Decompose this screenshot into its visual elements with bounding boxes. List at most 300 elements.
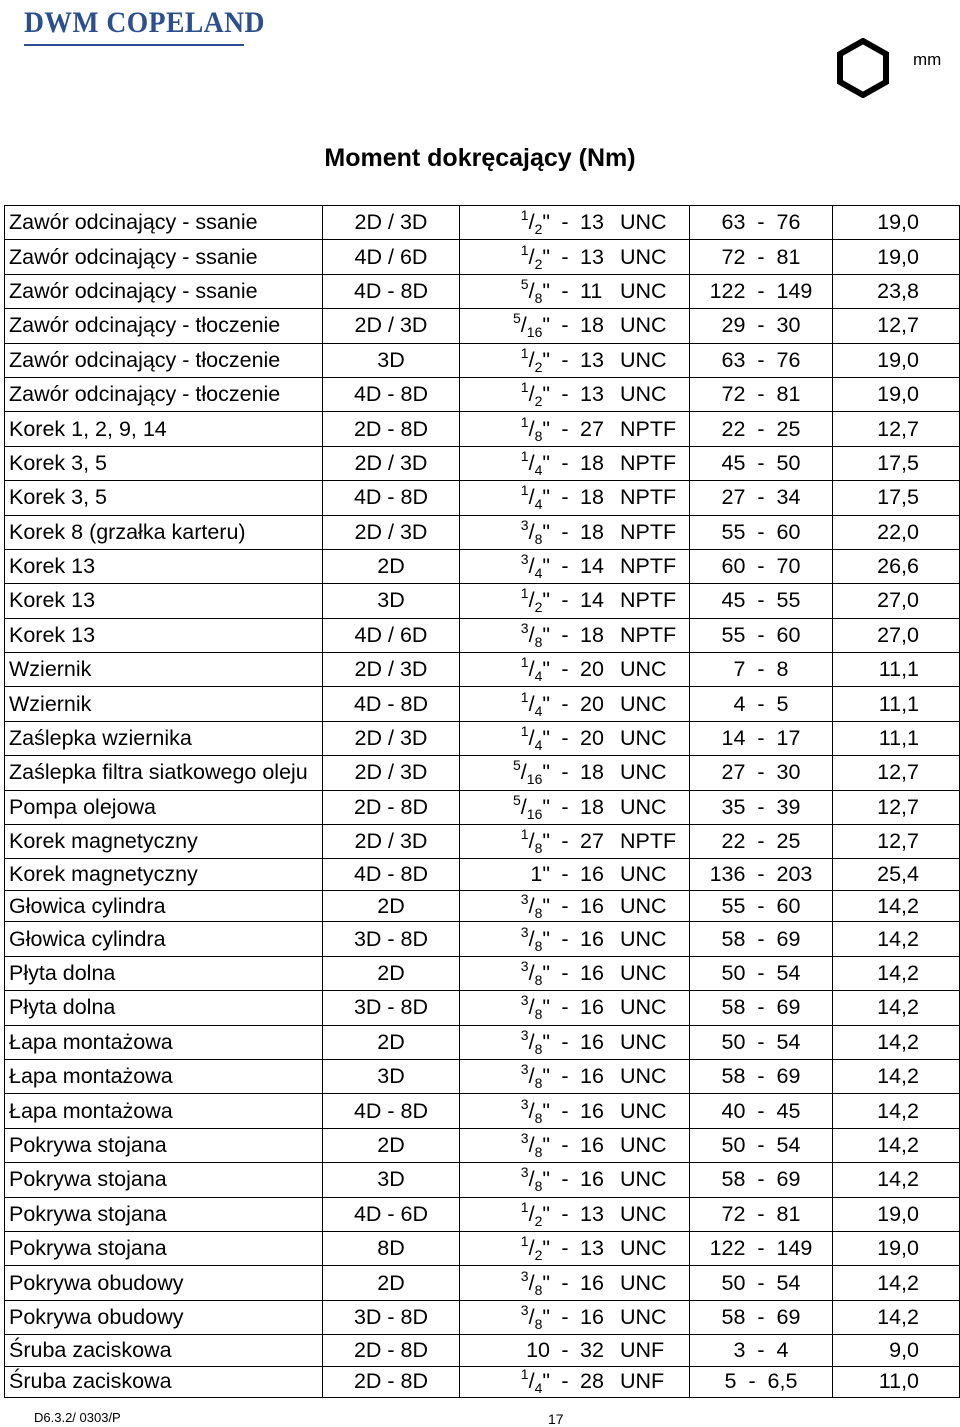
fraction-numerator: 3: [520, 890, 529, 907]
torque-range: 72 - 81: [690, 1197, 833, 1231]
thread-fraction: $^3/_8$": [520, 1164, 550, 1195]
component-name: Śruba zaciskowa: [5, 1366, 323, 1398]
fraction-numerator: 3: [520, 1026, 529, 1043]
thread-type: UNC: [620, 794, 667, 819]
thread-type: UNC: [620, 862, 667, 887]
thread-type: UNC: [620, 893, 667, 918]
threads-per-inch: 13: [580, 210, 604, 235]
compressor-model: 2D - 8D: [323, 412, 460, 446]
component-name: Korek 1, 2, 9, 14: [5, 412, 323, 446]
threads-per-inch: 32: [580, 1337, 604, 1362]
dimension-value: 14,2: [833, 1300, 960, 1334]
thread-fraction: $^1/_8$": [520, 413, 550, 444]
fraction-denominator: 2: [534, 1247, 543, 1264]
thread-spec: $^3/_8$" - 16 UNC: [460, 1266, 690, 1300]
table-row: [5, 1128, 960, 1162]
compressor-model: 4D - 8D: [323, 1094, 460, 1128]
threads-per-inch: 13: [580, 347, 604, 372]
threads-per-inch: 16: [580, 893, 604, 918]
component-name: Zawór odcinający - tłoczenie: [5, 377, 323, 411]
fraction-numerator: 1: [520, 344, 529, 361]
compressor-model: 2D / 3D: [323, 825, 460, 859]
thread-type: NPTF: [620, 829, 677, 854]
dimension-value: 19,0: [833, 1231, 960, 1265]
table-row: [5, 343, 960, 377]
thread-spec: $^3/_8$" - 16 UNC: [460, 1025, 690, 1059]
dimension-value: 12,7: [833, 790, 960, 824]
dimension-value: 22,0: [833, 515, 960, 549]
fraction-denominator: 4: [534, 702, 543, 719]
fraction-numerator: 3: [520, 958, 529, 974]
fraction-denominator: 2: [534, 221, 543, 238]
component-name: Zaślepka wziernika: [5, 721, 323, 755]
fraction-denominator: 8: [534, 530, 543, 547]
component-name: Zawór odcinający - ssanie: [5, 240, 323, 274]
fraction-numerator: 1: [520, 1198, 529, 1215]
thread-spec: $^3/_8$" - 16 UNC: [460, 890, 690, 922]
compressor-model: 3D: [323, 1059, 460, 1093]
compressor-model: 2D - 8D: [323, 1335, 460, 1367]
compressor-model: 2D: [323, 890, 460, 922]
table-row: [5, 377, 960, 411]
thread-spec: $^1/_4$" - 20 UNC: [460, 687, 690, 721]
compressor-model: 4D - 8D: [323, 274, 460, 308]
thread-type: UNC: [620, 313, 667, 338]
fraction-numerator: 1: [520, 207, 529, 224]
threads-per-inch: 28: [580, 1369, 604, 1394]
thread-type: UNC: [620, 1098, 667, 1123]
compressor-model: 4D - 6D: [323, 1197, 460, 1231]
thread-type: NPTF: [620, 416, 677, 441]
thread-spec: $^3/_8$" - 16 UNC: [460, 956, 690, 990]
threads-per-inch: 18: [580, 760, 604, 785]
torque-range: 14 - 17: [690, 721, 833, 755]
threads-per-inch: 13: [580, 244, 604, 269]
dimension-value: 9,0: [833, 1335, 960, 1367]
thread-fraction: $^3/_8$": [520, 1301, 550, 1332]
compressor-model: 2D: [323, 1025, 460, 1059]
fraction-denominator: 2: [534, 255, 543, 272]
component-name: Zawór odcinający - ssanie: [5, 274, 323, 308]
fraction-numerator: 1: [520, 723, 529, 740]
threads-per-inch: 18: [580, 519, 604, 544]
threads-per-inch: 16: [580, 1167, 604, 1192]
component-name: Zawór odcinający - ssanie: [5, 206, 323, 240]
thread-type: UNC: [620, 347, 667, 372]
compressor-model: 2D / 3D: [323, 515, 460, 549]
thread-spec: $^5/_{16}$" - 18 UNC: [460, 756, 690, 790]
compressor-model: 2D - 8D: [323, 790, 460, 824]
torque-range: 58 - 69: [690, 1163, 833, 1197]
torque-range: 4 - 5: [690, 687, 833, 721]
fraction-numerator: 1: [520, 826, 529, 843]
thread-fraction: $^5/_{16}$": [513, 791, 550, 822]
table-row: [5, 515, 960, 549]
thread-fraction: $^1/_4$": [520, 447, 550, 478]
component-name: Pokrywa stojana: [5, 1128, 323, 1162]
compressor-model: 2D / 3D: [323, 756, 460, 790]
fraction-denominator: 16: [526, 324, 543, 341]
fraction-denominator: 8: [534, 972, 543, 988]
threads-per-inch: 20: [580, 657, 604, 682]
thread-fraction: $^3/_8$": [520, 958, 550, 988]
thread-spec: $^3/_8$" - 16 UNC: [460, 1300, 690, 1334]
thread-spec: $^1/_8$" - 27 NPTF: [460, 825, 690, 859]
fraction-numerator: 3: [520, 1095, 529, 1112]
thread-spec: $^5/_8$" - 11 UNC: [460, 274, 690, 308]
threads-per-inch: 20: [580, 726, 604, 751]
compressor-model: 4D / 6D: [323, 240, 460, 274]
thread-fraction: $^3/_8$": [520, 1129, 550, 1160]
thread-spec: $^3/_8$" - 16 UNC: [460, 1163, 690, 1197]
thread-spec: $^1/_2$" - 13 UNC: [460, 1231, 690, 1265]
compressor-model: 2D - 8D: [323, 1366, 460, 1398]
thread-type: UNC: [620, 244, 667, 269]
threads-per-inch: 16: [580, 1304, 604, 1329]
torque-range: 58 - 69: [690, 991, 833, 1025]
thread-fraction: $^5/_{16}$": [513, 757, 550, 788]
component-name: Wziernik: [5, 687, 323, 721]
table-row: [5, 1266, 960, 1300]
thread-type: UNC: [620, 1236, 667, 1261]
threads-per-inch: 16: [580, 926, 604, 951]
torque-range: 122 - 149: [690, 1231, 833, 1265]
fraction-numerator: 3: [520, 1164, 529, 1181]
compressor-model: 2D: [323, 549, 460, 583]
table-row: [5, 618, 960, 652]
fraction-numerator: 1: [520, 585, 529, 602]
fraction-denominator: 8: [534, 1281, 543, 1298]
fraction-denominator: 8: [534, 1040, 543, 1057]
thread-type: UNC: [620, 1201, 667, 1226]
component-name: Korek 13: [5, 584, 323, 618]
fraction-numerator: 5: [513, 757, 521, 774]
torque-range: 60 - 70: [690, 549, 833, 583]
thread-fraction: $^5/_{16}$": [513, 310, 550, 341]
thread-type: UNC: [620, 1270, 667, 1295]
fraction-denominator: 8: [534, 1109, 543, 1126]
compressor-model: 2D: [323, 1266, 460, 1300]
fraction-denominator: 8: [534, 1143, 543, 1160]
torque-range: 72 - 81: [690, 377, 833, 411]
fraction-denominator: 8: [534, 1178, 543, 1195]
table-row: [5, 446, 960, 480]
thread-fraction: $^1/_8$": [520, 826, 550, 857]
dimension-value: 11,0: [833, 1366, 960, 1398]
fraction-denominator: 8: [534, 937, 543, 954]
table-row: [5, 412, 960, 446]
thread-spec: $^1/_2$" - 13 UNC: [460, 377, 690, 411]
compressor-model: 8D: [323, 1231, 460, 1265]
thread-type: UNC: [620, 1304, 667, 1329]
fraction-numerator: 3: [520, 1267, 529, 1284]
fraction-denominator: 4: [534, 461, 543, 478]
table-row: [5, 584, 960, 618]
thread-fraction: $^1/_2$": [520, 1233, 550, 1264]
thread-spec: $^1/_2$" - 13 UNC: [460, 240, 690, 274]
thread-spec: $^3/_8$" - 16 UNC: [460, 1059, 690, 1093]
thread-type: UNF: [620, 1369, 665, 1394]
torque-range: 3 - 4: [690, 1335, 833, 1367]
table-row: [5, 790, 960, 824]
table-row: [5, 859, 960, 891]
thread-fraction: $^1/_2$": [520, 585, 550, 616]
table-row: [5, 922, 960, 956]
fraction-numerator: 3: [520, 1301, 529, 1318]
fraction-numerator: 1: [520, 447, 529, 464]
table-row: [5, 1163, 960, 1197]
thread-fraction: $^3/_8$": [520, 619, 550, 650]
threads-per-inch: 27: [580, 416, 604, 441]
dimension-value: 11,1: [833, 721, 960, 755]
torque-range: 5 - 6,5: [690, 1366, 833, 1398]
thread-spec: $^3/_4$" - 14 NPTF: [460, 549, 690, 583]
dimension-value: 11,1: [833, 687, 960, 721]
component-name: Pokrywa stojana: [5, 1163, 323, 1197]
fraction-numerator: 1: [520, 241, 529, 258]
thread-spec: $^5/_{16}$" - 18 UNC: [460, 309, 690, 343]
thread-spec: $^1/_4$" - 20 UNC: [460, 653, 690, 687]
compressor-model: 2D / 3D: [323, 446, 460, 480]
fraction-denominator: 8: [534, 840, 543, 857]
torque-range: 22 - 25: [690, 825, 833, 859]
thread-spec: $^5/_{16}$" - 18 UNC: [460, 790, 690, 824]
thread-type: UNC: [620, 726, 667, 751]
thread-spec: $^3/_8$" - 16 UNC: [460, 922, 690, 956]
torque-range: 27 - 30: [690, 756, 833, 790]
thread-type: UNC: [620, 1132, 667, 1157]
thread-fraction: $^3/_8$": [520, 923, 550, 954]
torque-range: 27 - 34: [690, 481, 833, 515]
fraction-numerator: 1: [520, 1366, 529, 1383]
component-name: Korek 13: [5, 549, 323, 583]
torque-range: 22 - 25: [690, 412, 833, 446]
thread-fraction: $^3/_8$": [520, 1267, 550, 1298]
torque-range: 50 - 54: [690, 1266, 833, 1300]
torque-range: 45 - 55: [690, 584, 833, 618]
table-row: [5, 240, 960, 274]
thread-spec: $^3/_8$" - 16 UNC: [460, 1128, 690, 1162]
compressor-model: 2D / 3D: [323, 309, 460, 343]
component-name: Łapa montażowa: [5, 1094, 323, 1128]
table-row: [5, 1231, 960, 1265]
component-name: Pokrywa obudowy: [5, 1266, 323, 1300]
fraction-denominator: 2: [534, 1212, 543, 1229]
thread-type: NPTF: [620, 588, 677, 613]
fraction-denominator: 8: [534, 1075, 543, 1092]
torque-range: 55 - 60: [690, 515, 833, 549]
dimension-value: 14,2: [833, 1094, 960, 1128]
dimension-value: 12,7: [833, 756, 960, 790]
fraction-numerator: 1: [520, 379, 529, 396]
threads-per-inch: 16: [580, 1132, 604, 1157]
table-row: [5, 1094, 960, 1128]
thread-type: NPTF: [620, 519, 677, 544]
torque-range: 136 - 203: [690, 859, 833, 891]
fraction-denominator: 8: [534, 289, 543, 306]
thread-spec: $^1/_4$" - 28 UNF: [460, 1366, 690, 1398]
torque-range: 45 - 50: [690, 446, 833, 480]
threads-per-inch: 18: [580, 485, 604, 510]
fraction-denominator: 16: [526, 805, 543, 822]
dimension-value: 25,4: [833, 859, 960, 891]
dimension-value: 19,0: [833, 240, 960, 274]
thread-type: UNC: [620, 926, 667, 951]
table-row: [5, 756, 960, 790]
component-name: Głowica cylindra: [5, 922, 323, 956]
dimension-value: 17,5: [833, 446, 960, 480]
table-row: [5, 991, 960, 1025]
thread-spec: $^1/_2$" - 13 UNC: [460, 206, 690, 240]
component-name: Korek 13: [5, 618, 323, 652]
threads-per-inch: 18: [580, 622, 604, 647]
thread-spec: $^1/_4$" - 18 NPTF: [460, 481, 690, 515]
fraction-denominator: 8: [534, 427, 543, 444]
torque-table-body: [5, 206, 960, 1398]
component-name: Płyta dolna: [5, 991, 323, 1025]
compressor-model: 4D - 8D: [323, 481, 460, 515]
dimension-value: 14,2: [833, 1266, 960, 1300]
table-row: [5, 825, 960, 859]
fraction-denominator: 2: [534, 358, 543, 375]
thread-fraction: $^1/_4$": [520, 482, 550, 513]
dimension-value: 12,7: [833, 825, 960, 859]
thread-fraction: $^1/_2$": [520, 241, 550, 272]
fraction-numerator: 3: [520, 551, 529, 568]
threads-per-inch: 16: [580, 1064, 604, 1089]
thread-spec: $^1/_2$" - 13 UNC: [460, 343, 690, 377]
component-name: Łapa montażowa: [5, 1059, 323, 1093]
table-row: [5, 309, 960, 343]
fraction-numerator: 3: [520, 516, 529, 533]
compressor-model: 4D - 8D: [323, 377, 460, 411]
fraction-numerator: 5: [513, 310, 521, 327]
table-row: [5, 1366, 960, 1398]
torque-range: 58 - 69: [690, 922, 833, 956]
torque-range: 29 - 30: [690, 309, 833, 343]
component-name: Korek magnetyczny: [5, 859, 323, 891]
threads-per-inch: 27: [580, 829, 604, 854]
document-code: D6.3.2/ 0303/P: [34, 1410, 121, 1425]
table-row: [5, 1025, 960, 1059]
thread-fraction: $^1/_2$": [520, 379, 550, 410]
logo: DWM COPELAND: [24, 6, 265, 39]
thread-spec: $^3/_8$" - 16 UNC: [460, 1094, 690, 1128]
thread-type: UNC: [620, 278, 667, 303]
table-row: [5, 653, 960, 687]
threads-per-inch: 18: [580, 313, 604, 338]
thread-type: NPTF: [620, 554, 677, 579]
fraction-numerator: 5: [520, 275, 529, 292]
thread-type: NPTF: [620, 485, 677, 510]
fraction-denominator: 4: [534, 668, 543, 685]
dimension-value: 14,2: [833, 1163, 960, 1197]
fraction-numerator: 1: [520, 482, 529, 499]
fraction-denominator: 8: [534, 633, 543, 650]
thread-fraction: $^3/_8$": [520, 516, 550, 547]
dimension-value: 12,7: [833, 412, 960, 446]
torque-range: 35 - 39: [690, 790, 833, 824]
compressor-model: 2D / 3D: [323, 653, 460, 687]
component-name: Zawór odcinający - tłoczenie: [5, 309, 323, 343]
component-name: Zawór odcinający - tłoczenie: [5, 343, 323, 377]
dimension-value: 27,0: [833, 618, 960, 652]
component-name: Pokrywa obudowy: [5, 1300, 323, 1334]
table-row: [5, 721, 960, 755]
fraction-denominator: 2: [534, 599, 543, 616]
dimension-value: 14,2: [833, 922, 960, 956]
component-name: Korek 3, 5: [5, 446, 323, 480]
component-name: Pompa olejowa: [5, 790, 323, 824]
thread-fraction: $^1/_2$": [520, 207, 550, 238]
fraction-denominator: 8: [534, 1006, 543, 1023]
torque-range: 58 - 69: [690, 1059, 833, 1093]
thread-fraction: $^3/_8$": [520, 1026, 550, 1057]
component-name: Płyta dolna: [5, 956, 323, 990]
component-name: Korek 8 (grzałka karteru): [5, 515, 323, 549]
unit-label: mm: [913, 50, 942, 69]
dimension-value: 14,2: [833, 1025, 960, 1059]
fraction-numerator: 3: [520, 992, 529, 1009]
threads-per-inch: 13: [580, 1201, 604, 1226]
dimension-value: 14,2: [833, 1128, 960, 1162]
thread-type: NPTF: [620, 450, 677, 475]
table-row: [5, 1335, 960, 1367]
torque-range: 55 - 60: [690, 890, 833, 922]
torque-range: 122 - 149: [690, 274, 833, 308]
dimension-value: 19,0: [833, 206, 960, 240]
thread-fraction: $^1/_2$": [520, 344, 550, 375]
compressor-model: 3D: [323, 584, 460, 618]
compressor-model: 2D / 3D: [323, 206, 460, 240]
thread-size: 1": [530, 862, 550, 887]
thread-spec: 10 - 32 UNF: [460, 1335, 690, 1367]
thread-spec: $^3/_8$" - 18 NPTF: [460, 515, 690, 549]
torque-range: 58 - 69: [690, 1300, 833, 1334]
fraction-denominator: 8: [534, 1315, 543, 1332]
component-name: Głowica cylindra: [5, 890, 323, 922]
thread-spec: $^1/_2$" - 13 UNC: [460, 1197, 690, 1231]
thread-spec: 1" - 16 UNC: [460, 859, 690, 891]
table-row: [5, 1300, 960, 1334]
page-number: 17: [548, 1411, 564, 1427]
fraction-denominator: 2: [534, 393, 543, 410]
thread-type: UNC: [620, 691, 667, 716]
thread-fraction: $^1/_4$": [520, 688, 550, 719]
compressor-model: 4D - 8D: [323, 859, 460, 891]
thread-fraction: $^3/_8$": [520, 1061, 550, 1092]
fraction-denominator: 4: [534, 496, 543, 513]
torque-range: 50 - 54: [690, 1025, 833, 1059]
thread-spec: $^3/_8$" - 16 UNC: [460, 991, 690, 1025]
compressor-model: 3D: [323, 343, 460, 377]
threads-per-inch: 11: [580, 278, 603, 303]
thread-spec: $^1/_8$" - 27 NPTF: [460, 412, 690, 446]
threads-per-inch: 16: [580, 1098, 604, 1123]
hexagon-nut-icon: [836, 38, 890, 98]
fraction-numerator: 1: [520, 654, 529, 671]
threads-per-inch: 13: [580, 1236, 604, 1261]
compressor-model: 3D - 8D: [323, 1300, 460, 1334]
dimension-value: 17,5: [833, 481, 960, 515]
thread-type: UNC: [620, 1029, 667, 1054]
torque-range: 50 - 54: [690, 956, 833, 990]
thread-fraction: $^1/_2$": [520, 1198, 550, 1229]
thread-type: NPTF: [620, 622, 677, 647]
compressor-model: 3D: [323, 1163, 460, 1197]
table-row: [5, 481, 960, 515]
page-title: Moment dokręcający (Nm): [324, 144, 636, 172]
